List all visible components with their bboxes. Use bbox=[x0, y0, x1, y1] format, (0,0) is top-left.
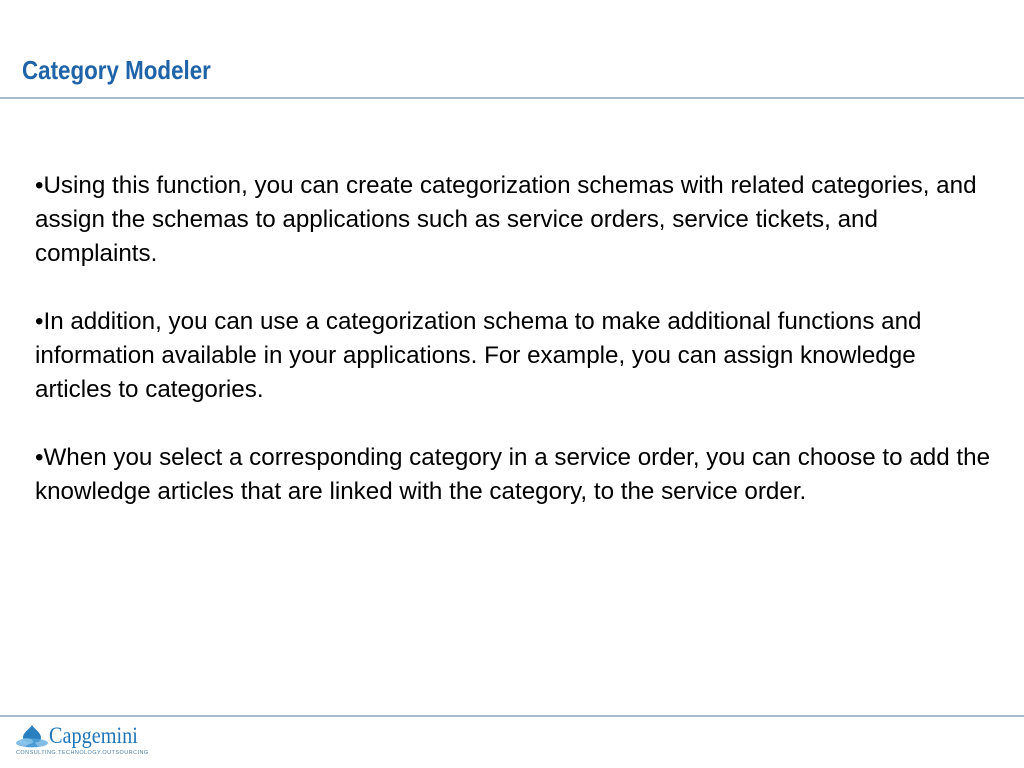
slide-body bbox=[35, 169, 995, 543]
capgemini-logo bbox=[15, 722, 160, 762]
bullet-paragraph: •When you select a corresponding category in a service order, you can choose to add the knowledge articles that are linked with the category, to the service order. bbox=[35, 444, 991, 505]
bullet-paragraph: •In addition, you can use a categorization schema to make additional functions and information available in your applications. For example, you can assign knowledge articles to categories. bbox=[35, 308, 922, 403]
bullet-paragraph: •Using this function, you can create categorization schemas with related categories, and assign the schemas to applications such as service orders, service tickets, and complaints. bbox=[35, 172, 977, 267]
title-divider bbox=[0, 97, 1024, 99]
logo-wordmark: Capgemini bbox=[49, 723, 138, 748]
logo-tagline: CONSULTING.TECHNOLOGY.OUTSOURCING bbox=[16, 750, 149, 756]
footer-divider bbox=[0, 715, 1024, 717]
slide-title: Category Modeler bbox=[22, 55, 211, 85]
spade-cloud-logo-icon bbox=[15, 724, 49, 750]
